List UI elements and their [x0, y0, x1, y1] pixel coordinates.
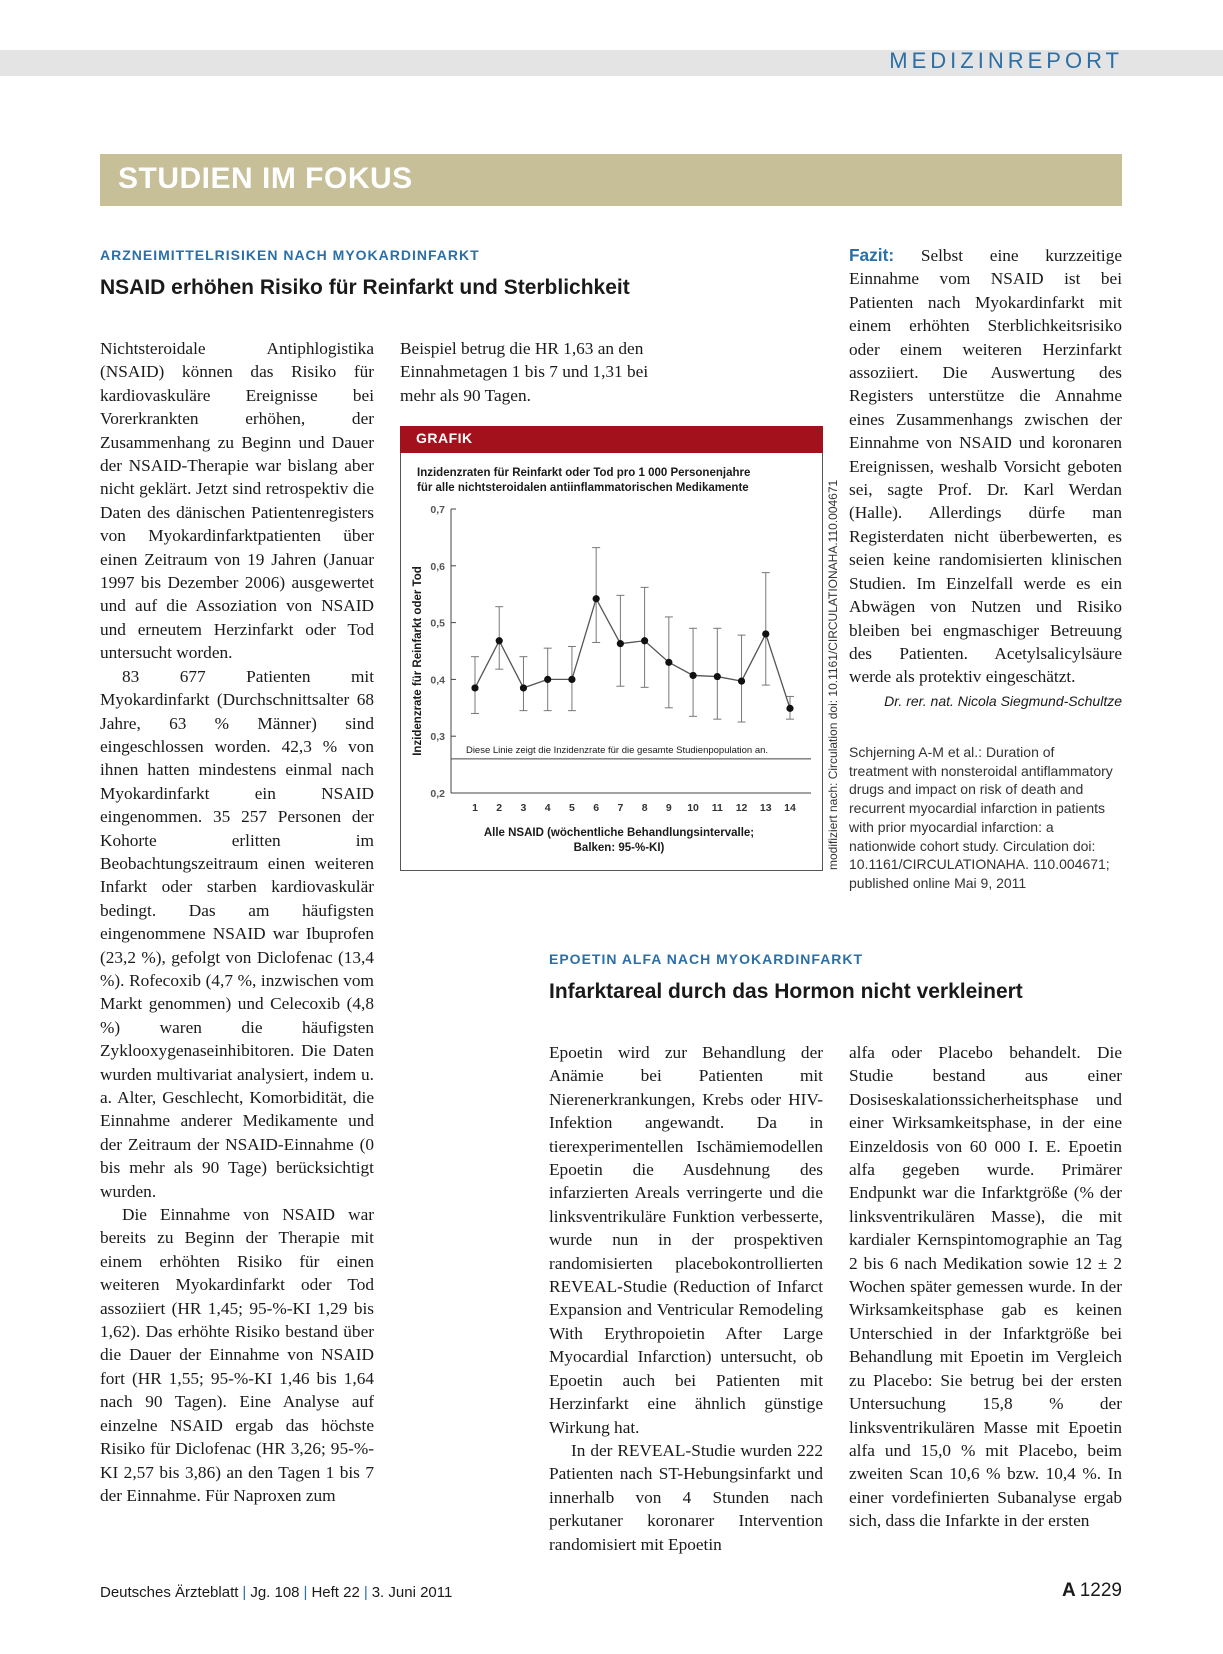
page-number: [1062, 1580, 1122, 1602]
x-tick-label: 5: [569, 802, 575, 814]
data-point: [544, 676, 551, 683]
x-tick-label: 4: [544, 802, 551, 814]
article2-column1: [549, 1041, 823, 1556]
footer: Deutsches Ärzteblatt | Jg. 108 | Heft 22 | 3. Juni 2011: [100, 1584, 453, 1601]
journal-name: Deutsches Ärzteblatt: [100, 1584, 239, 1601]
x-tick-label: 8: [641, 802, 648, 814]
section-band: [100, 154, 1122, 206]
section-name: MEDIZINREPORT: [889, 48, 1123, 73]
chart-title: Inzidenzraten für Reinfarkt oder Tod pro 1 000 Personenjahre: [417, 467, 751, 479]
article1-paragraph: Die Einnahme von NSAID war bereits zu Beginn der Therapie mit einem erhöhten Risiko für einen weiteren Myokardinfarkt oder Tod assoziiert (HR 1,45; 95-%-KI 1,29 bis 1,62). Das erhöhte Risiko bestand über die Dauer der Einnahme von NSAID fort (HR 1,55; 95-%-KI 1,46 bis 1,64 nach 90 Tagen). Eine Analyse auf einzelne NSAID ergab das höchste Risiko für Diclofenac (HR 3,26; 95-%-KI 2,57 bis 3,86) an den Tagen 1 bis 7 der Einnahme. Für Naproxen zum: [100, 1205, 374, 1505]
article2-paragraph: In der REVEAL-Studie wurden 222 Patienten nach ST-Hebungsinfarkt und innerhalb von 4 Stunden nach perkutaner koronarer Intervention randomisiert mit Epoetin: [549, 1440, 823, 1554]
reference: Schjerning A-M et al.: Duration of treatment with nonsteroidal antiflammatory drugs and impact on risk of death and recurrent myocardial infarction in patients with prior myocardial infarction: a nationwide cohort study. Circulation doi: 10.1161/CIRCULATIONAHA. 110.004671; published online Mai 9, 2011: [849, 744, 1113, 891]
data-points: [471, 595, 793, 712]
data-point: [568, 676, 575, 683]
chart: [401, 453, 822, 870]
data-point: [520, 684, 527, 691]
data-point: [617, 640, 624, 647]
fazit-label: Fazit:: [849, 245, 895, 265]
x-tick-label: 1: [472, 802, 478, 814]
y-axis: [430, 504, 456, 800]
x-tick-label: 13: [759, 802, 772, 814]
y-tick-label: 0,4: [430, 674, 445, 687]
data-point: [786, 705, 793, 712]
x-tick-label: 7: [617, 802, 624, 814]
grafik-label: GRAFIK: [416, 430, 473, 446]
data-point: [593, 595, 600, 602]
band-title: STUDIEN IM FOKUS: [118, 162, 413, 195]
x-tick-label: 10: [687, 802, 699, 814]
x-tick-label: 12: [735, 802, 748, 814]
x-tick-label: 6: [593, 802, 600, 814]
y-tick-label: 0,2: [430, 788, 445, 800]
grafik-box: [400, 453, 823, 871]
y-axis-label: Inzidenzrate für Reinfarkt oder Tod: [412, 566, 424, 756]
data-point: [496, 637, 503, 644]
page-prefix: A: [1061, 1580, 1076, 1601]
grafik-header: [400, 426, 823, 453]
data-point: [689, 672, 696, 679]
data-point: [471, 684, 478, 691]
reference-line-label: Diese Linie zeigt die Inzidenzrate für die gesamte Studienpopulation an.: [465, 744, 769, 756]
article1-headline: NSAID erhöhen Risiko für Reinfarkt und Sterblichkeit: [100, 276, 630, 299]
x-tick-label: 14: [784, 802, 796, 814]
fazit-text: Selbst eine kurzzeitige Einnahme vom NSAID ist bei Patienten nach Myokardinfarkt mit einem erhöhten Sterblichkeitsrisiko oder einem weiteren Herzinfarkt assoziiert. Die Auswertung des Registers unterstütze die Annahme eines Zusammenhangs zwischen der Einnahme von NSAID und koronaren Ereignissen, weshalb Vorsicht geboten sei, sagte Prof. Dr. Karl Werdan (Halle). Allerdings dürfe man Registerdaten nicht überbewerten, es seien keine randomisierten klinischen Studien. Im Einzelfall werde es ein Abwägen von Nutzen und Risiko bleiben bei engmaschiger Betreuung des Patienten. Acetylsalicylsäure werde als protektiv eingeschätzt.: [849, 246, 1123, 687]
x-axis-label: Balken: 95-%-KI): [573, 842, 665, 854]
article2-paragraph: alfa oder Placebo behandelt. Die Studie bestand aus einer Dosiseskalationssicherheitsphase und einer Wirksamkeitsphase, in der eine Einzeldosis von 60 000 I. E. Epoetin alfa gegeben wurde. Primärer Endpunkt war die Infarktgröße (% der linksventrikulären Masse), die mit kardialer Kernspintomographie an Tag 2 bis 6 nach Medikation sowie 12 ± 2 Wochen später gemessen wurde. In der Wirksamkeitsphase gab es keinen Unterschied in der Infarktgröße bei Behandlung mit Epoetin im Vergleich zu Placebo: Sie betrug bei der ersten Untersuchung 15,8 % der linksventrikulären Masse mit Epoetin alfa und 15,0 % mit Placebo, beim zweiten Scan 10,6 % bzw. 10,4 %. In einer vordefinierten Subanalyse ergab sich, dass die Infarkte in der ersten: [849, 1043, 1122, 1531]
article1-kicker: ARZNEIMITTELRISIKEN NACH MYOKARDINFARKT: [100, 247, 480, 263]
x-tick-label: 2: [496, 802, 503, 814]
author-name: Dr. rer. nat. Nicola Siegmund-Schultze: [884, 693, 1122, 709]
fazit-paragraph: [849, 244, 1122, 689]
article1-paragraph: Beispiel betrug die HR 1,63 an den Einnahmetagen 1 bis 7 und 1,31 bei mehr als 90 Tagen.: [400, 339, 649, 405]
y-tick-label: 0,3: [430, 731, 445, 744]
reference-line: [451, 745, 811, 759]
data-point: [641, 637, 648, 644]
data-point: [738, 678, 745, 685]
y-tick-label: 0,6: [430, 560, 445, 573]
x-tick-label: 3: [520, 802, 527, 814]
chart-title: für alle nichtsteroidalen antiinflammatorischen Medikamente: [417, 482, 749, 494]
article2-paragraph: Epoetin wird zur Behandlung der Anämie bei Patienten mit Nierenerkrankungen, Krebs oder HIV-Infektion angewandt. Da in tierexperimentellen Ischämiemodellen Epoetin die Ausdehnung des infarzierten Areals verringerte und die linksventrikuläre Funktion verbesserte, wurde nun in der prospektiven randomisierten placebokontrollierten REVEAL-Studie (Reduction of Infarct Expansion and Ventricular Remodeling With Erythropoietin After Large Myocardial Infarction) untersucht, ob Epoetin auch bei Patienten mit Herzinfarkt eine ähnlich günstige Wirkung hat.: [549, 1043, 823, 1437]
issue: Heft 22: [311, 1584, 360, 1601]
article2-kicker: EPOETIN ALFA NACH MYOKARDINFARKT: [549, 951, 864, 967]
x-tick-label: 11: [711, 802, 723, 814]
data-point: [762, 630, 769, 637]
page-value: 1229: [1079, 1580, 1122, 1601]
data-point: [665, 659, 672, 666]
article2-column2: [849, 1041, 1122, 1533]
fazit-column: [849, 244, 1122, 689]
x-tick-label: 9: [665, 802, 672, 814]
article2-headline: Infarktareal durch das Hormon nicht verkleinert: [549, 980, 1023, 1003]
article1-column2: [400, 337, 676, 407]
article1-paragraph: Nichtsteroidale Antiphlogistika (NSAID) können das Risiko für kardiovaskuläre Ereignisse bei Vorerkrankten erhöhen, der Zusammenhang zu Beginn und Dauer der NSAID-Therapie war bislang aber nicht geklärt. Jetzt sind retrospektiv die Daten des dänischen Patientenregisters von Myokardinfarktpatienten über einen Zeitraum von 19 Jahren (Januar 1997 bis Dezember 2006) ausgewertet und auf die Assoziation von NSAID und erneutem Herzinfarkt oder Tod untersucht worden.: [100, 339, 374, 663]
error-bars: [471, 548, 794, 722]
x-axis: [451, 793, 811, 814]
article1-column1: [100, 337, 374, 1507]
data-point: [714, 673, 721, 680]
x-axis-label: Alle NSAID (wöchentliche Behandlungsintervalle;: [483, 827, 755, 839]
article1-paragraph: 83 677 Patienten mit Myokardinfarkt (Durchschnittsalter 68 Jahre, 63 % Männer) sind eingeschlossen worden. 42,3 % von ihnen hatten mindestens einmal nach Myokardinfarkt ein NSAID eingenommen. 35 257 Personen der Kohorte erlitten im Beobachtungszeitraum einen weiteren Infarkt oder starben kardiovaskulär bedingt. Das am häufigsten eingenommene NSAID war Ibuprofen (23,2 %), gefolgt von Diclofenac (13,4 %). Rofecoxib (4,7 %, inzwischen vom Markt genommen) und Celecoxib (4,8 %) waren die häufigsten Zyklooxygenaseinhibitoren. Die Daten wurden multivariat analysiert, indem u. a. Alter, Geschlecht, Komorbidität, die Einnahme anderer Medikamente und der Zeitraum der NSAID-Einnahme (0 bis mehr als 90 Tage) berücksichtigt wurden.: [100, 666, 374, 1201]
issue-date: 3. Juni 2011: [371, 1584, 453, 1601]
y-tick-label: 0,5: [430, 617, 445, 630]
chart-credit: modifiziert nach: Circulation doi: 10.1161/CIRCULATIONAHA.110.004671: [826, 479, 840, 870]
series-line: [475, 599, 790, 709]
volume: Jg. 108: [250, 1584, 300, 1601]
y-tick-label: 0,7: [430, 504, 445, 516]
